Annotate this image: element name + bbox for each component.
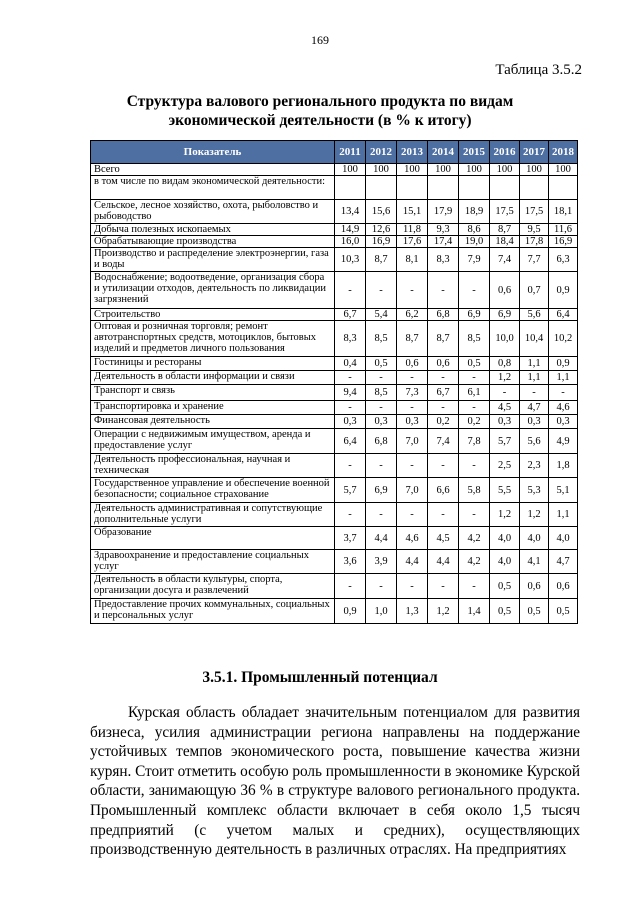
row-value-cell: 1,4 [459,599,490,624]
row-indicator-name: Водоснабжение; водоотведение, организация сбора и утилизации отходов, деятельность по ликвидации загрязнений [91,272,335,309]
table-row [91,224,578,236]
table-row [91,236,578,248]
row-value-cell: 0,9 [549,272,578,309]
row-value-cell: 100 [549,164,578,176]
row-value-cell: - [428,272,459,309]
row-value-cell: - [459,272,490,309]
row-value-cell: - [335,454,366,478]
row-value-cell: 1,1 [520,371,549,385]
row-value-cell: 4,2 [459,527,490,550]
row-value-cell: 6,9 [459,309,490,321]
row-value-cell: 13,4 [335,200,366,224]
row-value-cell: 15,1 [397,200,428,224]
row-value-cell: 6,2 [397,309,428,321]
row-value-cell [397,176,428,200]
table-row [91,503,578,527]
row-value-cell: 3,7 [335,527,366,550]
table-row [91,454,578,478]
row-value-cell: 4,0 [490,550,520,574]
row-value-cell: - [397,272,428,309]
row-value-cell: - [335,574,366,599]
table-header [91,141,578,164]
row-value-cell: 18,1 [549,200,578,224]
row-value-cell: 4,0 [520,527,549,550]
table-row [91,478,578,503]
row-value-cell: 0,4 [335,357,366,371]
row-indicator-name: Строительство [91,309,335,321]
table-row [91,401,578,415]
row-value-cell: - [428,401,459,415]
column-header-year: 2017 [520,141,549,164]
row-value-cell: 0,6 [549,574,578,599]
row-value-cell: - [366,503,397,527]
row-value-cell: 5,8 [459,478,490,503]
row-value-cell: 10,0 [490,321,520,357]
row-value-cell: 8,5 [366,385,397,401]
row-value-cell: 0,6 [428,357,459,371]
row-value-cell: 1,2 [428,599,459,624]
row-value-cell: - [397,574,428,599]
row-value-cell: - [366,454,397,478]
row-value-cell: 5,1 [549,478,578,503]
row-value-cell: 4,9 [549,429,578,454]
table-row [91,371,578,385]
row-value-cell: 4,4 [428,550,459,574]
row-value-cell: 19,0 [459,236,490,248]
row-value-cell: 8,5 [459,321,490,357]
row-value-cell: 4,7 [520,401,549,415]
row-value-cell [459,176,490,200]
row-value-cell [366,176,397,200]
body-paragraph: Курская область обладает значительным потенциалом для развития бизнеса, усилия администрации региона направлены на поддержание устойчивых темпов экономического роста, повышение качества жизни курян. Стоит отметить особую роль промышленности в экономике Курской области, занимающую 36 % в структуре валового регионального продукта. Промышленный комплекс области включает в себя около 1,5 тысяч предприятий (с учетом малых и средних), осуществляющих производственную деятельность в различных отраслях. На предприятиях [90,704,580,859]
row-value-cell: 3,9 [366,550,397,574]
row-indicator-name: Добыча полезных ископаемых [91,224,335,236]
row-value-cell: 100 [490,164,520,176]
table-row [91,176,578,200]
column-header-year: 2013 [397,141,428,164]
row-indicator-name: Деятельность профессиональная, научная и техническая [91,454,335,478]
row-value-cell: 6,7 [335,309,366,321]
row-value-cell: 0,5 [490,599,520,624]
row-value-cell: - [428,454,459,478]
row-value-cell: 17,8 [520,236,549,248]
row-value-cell: 6,7 [428,385,459,401]
row-value-cell: 8,5 [366,321,397,357]
row-value-cell: 7,3 [397,385,428,401]
row-value-cell: - [397,371,428,385]
row-value-cell: - [335,272,366,309]
row-value-cell: 15,6 [366,200,397,224]
row-value-cell: 0,3 [335,415,366,429]
row-value-cell: 4,5 [490,401,520,415]
row-indicator-name: Операции с недвижимым имуществом, аренда и предоставление услуг [91,429,335,454]
row-value-cell: 7,0 [397,478,428,503]
table-row [91,550,578,574]
row-value-cell: 4,6 [397,527,428,550]
row-value-cell: 0,8 [490,357,520,371]
row-value-cell: 100 [520,164,549,176]
row-indicator-name: Транспорт и связь [91,385,335,401]
row-indicator-name: Транспортировка и хранение [91,401,335,415]
row-value-cell: 7,8 [459,429,490,454]
row-value-cell: - [428,503,459,527]
table-row [91,527,578,550]
row-value-cell: 7,4 [428,429,459,454]
row-value-cell: - [428,574,459,599]
table-row [91,272,578,309]
row-indicator-name: Финансовая деятельность [91,415,335,429]
row-value-cell: 0,3 [549,415,578,429]
column-header-year: 2015 [459,141,490,164]
row-value-cell: 16,9 [366,236,397,248]
row-value-cell: 8,7 [366,248,397,272]
row-value-cell: 0,3 [520,415,549,429]
row-value-cell: 4,1 [520,550,549,574]
table-row [91,415,578,429]
row-value-cell: 0,6 [397,357,428,371]
row-value-cell: 4,5 [428,527,459,550]
row-value-cell: 1,1 [549,371,578,385]
row-indicator-name: Всего [91,164,335,176]
row-value-cell: 0,9 [335,599,366,624]
row-value-cell: 5,4 [366,309,397,321]
row-value-cell: 0,5 [549,599,578,624]
row-value-cell: 14,9 [335,224,366,236]
row-value-cell: 4,7 [549,550,578,574]
row-value-cell: 1,2 [490,371,520,385]
row-value-cell: 8,7 [428,321,459,357]
row-value-cell: 8,1 [397,248,428,272]
row-value-cell: 6,6 [428,478,459,503]
row-value-cell: 10,4 [520,321,549,357]
row-value-cell: - [459,401,490,415]
row-indicator-name: Деятельность административная и сопутствующие дополнительные услуги [91,503,335,527]
row-value-cell: 4,2 [459,550,490,574]
row-value-cell: 2,3 [520,454,549,478]
table-title: Структура валового регионального продукта по видам экономической деятельности (в % к итогу) [126,93,514,129]
row-value-cell: 6,1 [459,385,490,401]
row-value-cell: 5,7 [490,429,520,454]
row-value-cell: 4,6 [549,401,578,415]
row-value-cell: 0,5 [490,574,520,599]
column-header-year: 2011 [335,141,366,164]
row-value-cell [335,176,366,200]
table-row [91,599,578,624]
row-value-cell: 0,3 [366,415,397,429]
row-value-cell: 0,6 [490,272,520,309]
table-row [91,248,578,272]
row-value-cell: 0,3 [490,415,520,429]
row-value-cell: 9,4 [335,385,366,401]
row-value-cell: 4,0 [490,527,520,550]
row-value-cell: - [366,371,397,385]
table-row [91,429,578,454]
row-indicator-name: Государственное управление и обеспечение военной безопасности; социальное страхование [91,478,335,503]
row-value-cell: 8,7 [397,321,428,357]
row-value-cell: 3,6 [335,550,366,574]
row-value-cell: 100 [428,164,459,176]
row-value-cell: 100 [366,164,397,176]
row-value-cell: 10,2 [549,321,578,357]
row-value-cell: 7,0 [397,429,428,454]
row-value-cell: 6,8 [428,309,459,321]
row-value-cell: 5,7 [335,478,366,503]
row-value-cell: 17,9 [428,200,459,224]
row-value-cell: 0,5 [520,599,549,624]
row-value-cell: 0,9 [549,357,578,371]
row-value-cell: - [366,272,397,309]
row-indicator-name: Образование [91,527,335,550]
row-value-cell: 6,4 [335,429,366,454]
row-value-cell: 6,9 [490,309,520,321]
row-value-cell [428,176,459,200]
row-value-cell: - [459,371,490,385]
row-value-cell [490,176,520,200]
row-value-cell: 11,8 [397,224,428,236]
row-value-cell: 5,5 [490,478,520,503]
row-value-cell: 17,5 [490,200,520,224]
row-value-cell: 0,3 [397,415,428,429]
row-value-cell: 8,6 [459,224,490,236]
row-value-cell: 0,5 [459,357,490,371]
row-indicator-name: Оптовая и розничная торговля; ремонт автотранспортных средств, мотоциклов, бытовых изделий и предметов личного пользования [91,321,335,357]
row-value-cell: 0,2 [428,415,459,429]
row-indicator-name: Здравоохранение и предоставление социальных услуг [91,550,335,574]
row-indicator-name: в том числе по видам экономической деятельности: [91,176,335,200]
row-value-cell: 9,3 [428,224,459,236]
table-row [91,574,578,599]
row-value-cell: - [459,574,490,599]
row-value-cell: 2,5 [490,454,520,478]
table-body [91,164,578,624]
row-value-cell: 17,4 [428,236,459,248]
table-row [91,200,578,224]
row-value-cell: - [549,385,578,401]
row-value-cell: - [520,385,549,401]
row-value-cell: 10,3 [335,248,366,272]
row-value-cell [549,176,578,200]
row-indicator-name: Сельское, лесное хозяйство, охота, рыболовство и рыбоводство [91,200,335,224]
row-value-cell: 6,9 [366,478,397,503]
table-row [91,164,578,176]
row-value-cell: - [397,503,428,527]
row-value-cell: 0,2 [459,415,490,429]
row-value-cell: 18,4 [490,236,520,248]
row-value-cell: 1,0 [366,599,397,624]
row-value-cell: 8,3 [335,321,366,357]
row-value-cell: - [490,385,520,401]
column-header-year: 2014 [428,141,459,164]
table-row [91,321,578,357]
row-value-cell: 1,1 [549,503,578,527]
row-value-cell: 7,4 [490,248,520,272]
row-value-cell: 12,6 [366,224,397,236]
row-value-cell: - [335,371,366,385]
table-row [91,385,578,401]
row-value-cell: 4,4 [366,527,397,550]
row-value-cell: 5,6 [520,429,549,454]
row-value-cell: 1,2 [490,503,520,527]
row-value-cell: - [366,401,397,415]
table-row [91,309,578,321]
row-value-cell: 7,7 [520,248,549,272]
row-value-cell: - [397,454,428,478]
row-indicator-name: Деятельность в области информации и связи [91,371,335,385]
row-value-cell: 6,4 [549,309,578,321]
row-value-cell: 4,0 [549,527,578,550]
row-value-cell: 17,6 [397,236,428,248]
row-value-cell: 5,3 [520,478,549,503]
row-value-cell: - [428,371,459,385]
row-value-cell: 11,6 [549,224,578,236]
page-number: 169 [311,33,329,47]
row-indicator-name: Обрабатывающие производства [91,236,335,248]
row-value-cell: 0,7 [520,272,549,309]
row-value-cell: 16,0 [335,236,366,248]
row-value-cell: 4,4 [397,550,428,574]
row-value-cell: 1,1 [520,357,549,371]
row-value-cell: 1,8 [549,454,578,478]
row-value-cell: 100 [459,164,490,176]
row-value-cell: 16,9 [549,236,578,248]
column-header-indicator: Показатель [91,141,335,164]
row-value-cell: - [366,574,397,599]
row-value-cell: 17,5 [520,200,549,224]
row-value-cell [520,176,549,200]
column-header-year: 2012 [366,141,397,164]
row-value-cell: 1,3 [397,599,428,624]
row-value-cell: 5,6 [520,309,549,321]
row-value-cell: 0,6 [520,574,549,599]
row-indicator-name: Гостиницы и рестораны [91,357,335,371]
row-value-cell: 6,8 [366,429,397,454]
row-value-cell: 18,9 [459,200,490,224]
row-value-cell: - [335,401,366,415]
row-indicator-name: Деятельность в области культуры, спорта, организации досуга и развлечений [91,574,335,599]
row-value-cell: 6,3 [549,248,578,272]
row-value-cell: 100 [335,164,366,176]
row-value-cell: 8,7 [490,224,520,236]
row-value-cell: 7,9 [459,248,490,272]
table-label: Таблица 3.5.2 [495,62,582,78]
row-value-cell: 1,2 [520,503,549,527]
row-value-cell: - [459,503,490,527]
table-row [91,357,578,371]
row-value-cell: 100 [397,164,428,176]
row-indicator-name: Производство и распределение электроэнергии, газа и воды [91,248,335,272]
column-header-year: 2018 [549,141,578,164]
row-value-cell: - [397,401,428,415]
row-value-cell: 8,3 [428,248,459,272]
section-heading: 3.5.1. Промышленный потенциал [202,669,438,686]
grp-structure-table [90,140,578,624]
row-value-cell: - [335,503,366,527]
column-header-year: 2016 [490,141,520,164]
row-value-cell: 0,5 [366,357,397,371]
row-value-cell: - [459,454,490,478]
row-indicator-name: Предоставление прочих коммунальных, социальных и персональных услуг [91,599,335,624]
row-value-cell: 9,5 [520,224,549,236]
